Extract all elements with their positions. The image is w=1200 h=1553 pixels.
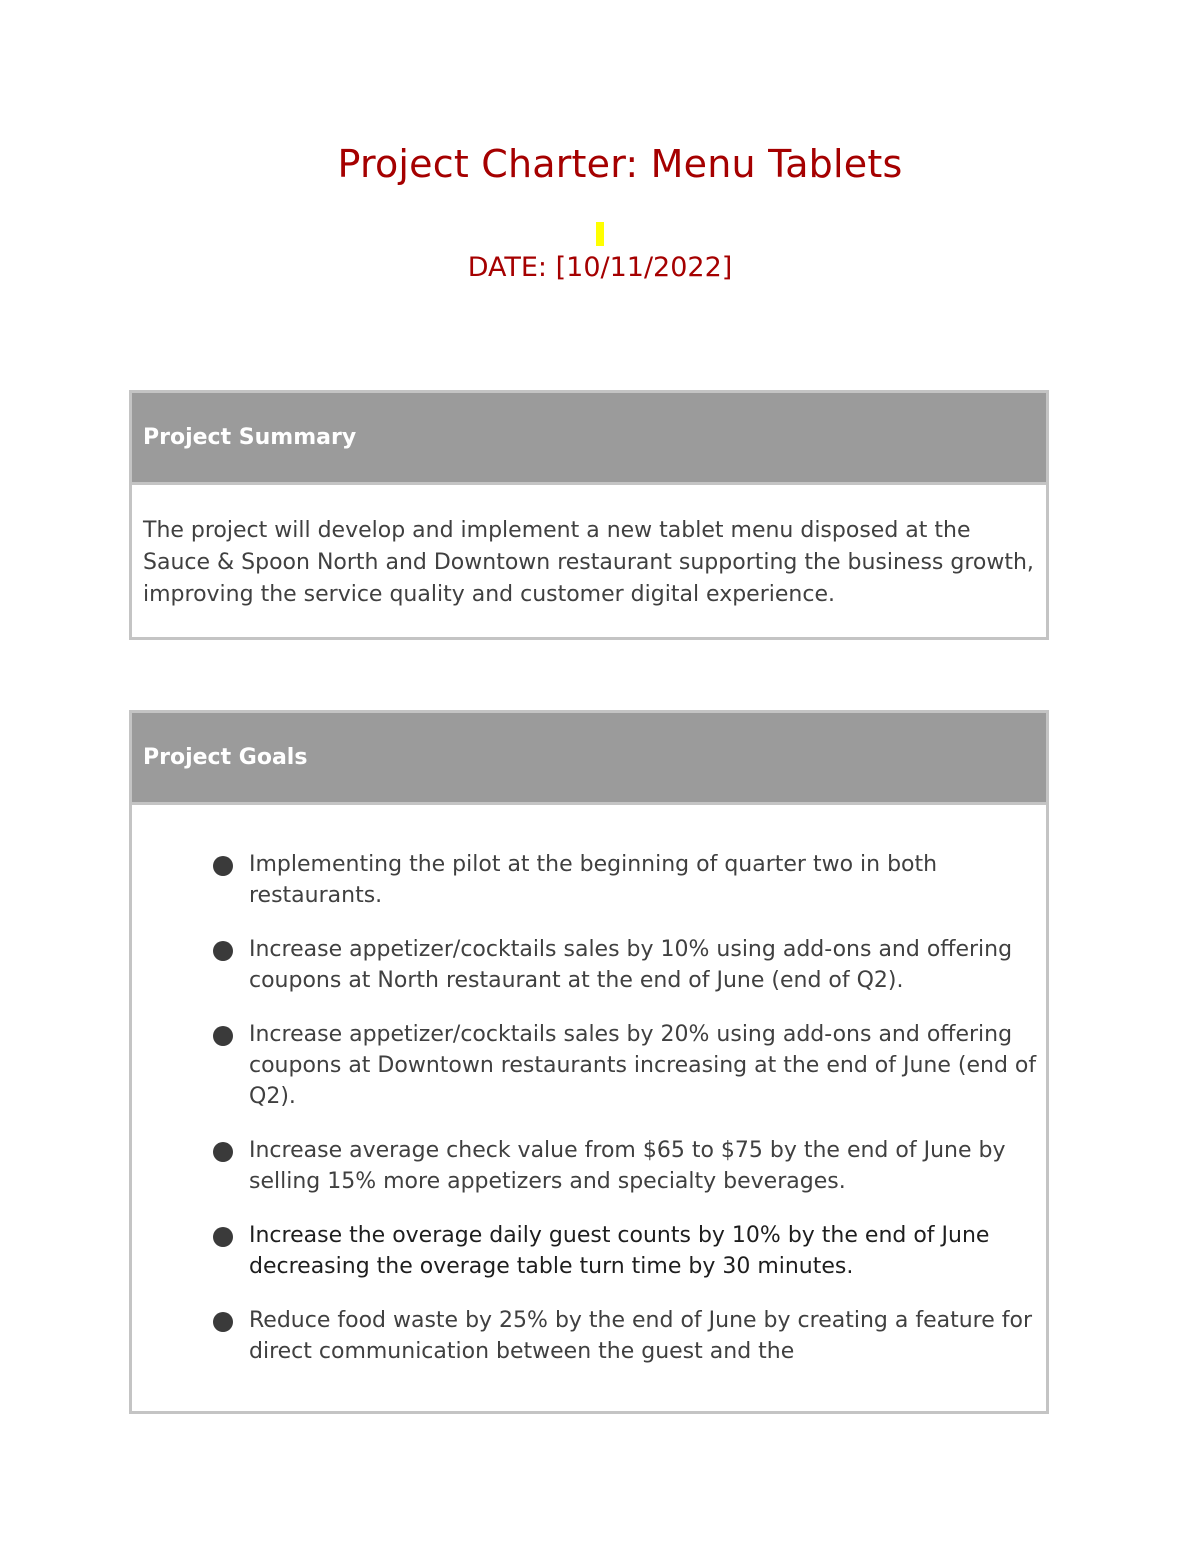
- bullet-icon: [213, 1312, 233, 1332]
- goal-text: Increase appetizer/cocktails sales by 20% using add-ons and offering coupons at Downtown restaurants increasing at the end of June (end of Q2).: [249, 1022, 1037, 1109]
- goal-text: Increase the overage daily guest counts by 10% by the end of June decreasing the overage table turn time by 30 minutes.: [249, 1223, 990, 1279]
- goal-item: [132, 1305, 1046, 1367]
- bullet-icon: [213, 941, 233, 961]
- bullet-icon: [213, 1026, 233, 1046]
- project-summary-text: The project will develop and implement a new tablet menu disposed at the Sauce & Spoon North and Downtown restaurant supporting the business growth, improving the service quality and customer digital experience.: [143, 518, 1034, 607]
- text-cursor-highlight: [596, 222, 604, 246]
- project-summary-header: Project Summary: [132, 393, 1046, 485]
- goal-text: Increase average check value from $65 to $75 by the end of June by selling 15% more appetizers and specialty beverages.: [249, 1138, 1006, 1194]
- bullet-icon: [213, 856, 233, 876]
- project-summary-box: [129, 390, 1049, 640]
- goals-list: [132, 805, 1046, 1367]
- project-goals-box: [129, 710, 1049, 1414]
- goal-text: Implementing the pilot at the beginning of quarter two in both restaurants.: [249, 852, 938, 908]
- goal-item: [132, 849, 1046, 911]
- document-title: Project Charter: Menu Tablets: [337, 142, 903, 186]
- goal-item: [132, 1220, 1046, 1282]
- goal-item: [132, 934, 1046, 996]
- document-date: DATE: [10/11/2022]: [467, 252, 733, 283]
- goal-text: Reduce food waste by 25% by the end of June by creating a feature for direct communication between the guest and the: [249, 1308, 1032, 1364]
- goal-item: [132, 1135, 1046, 1197]
- goal-item: [132, 1019, 1046, 1112]
- project-goals-header: Project Goals: [132, 713, 1046, 805]
- bullet-icon: [213, 1142, 233, 1162]
- goal-text: Increase appetizer/cocktails sales by 10% using add-ons and offering coupons at North restaurant at the end of June (end of Q2).: [249, 937, 1013, 993]
- bullet-icon: [213, 1227, 233, 1247]
